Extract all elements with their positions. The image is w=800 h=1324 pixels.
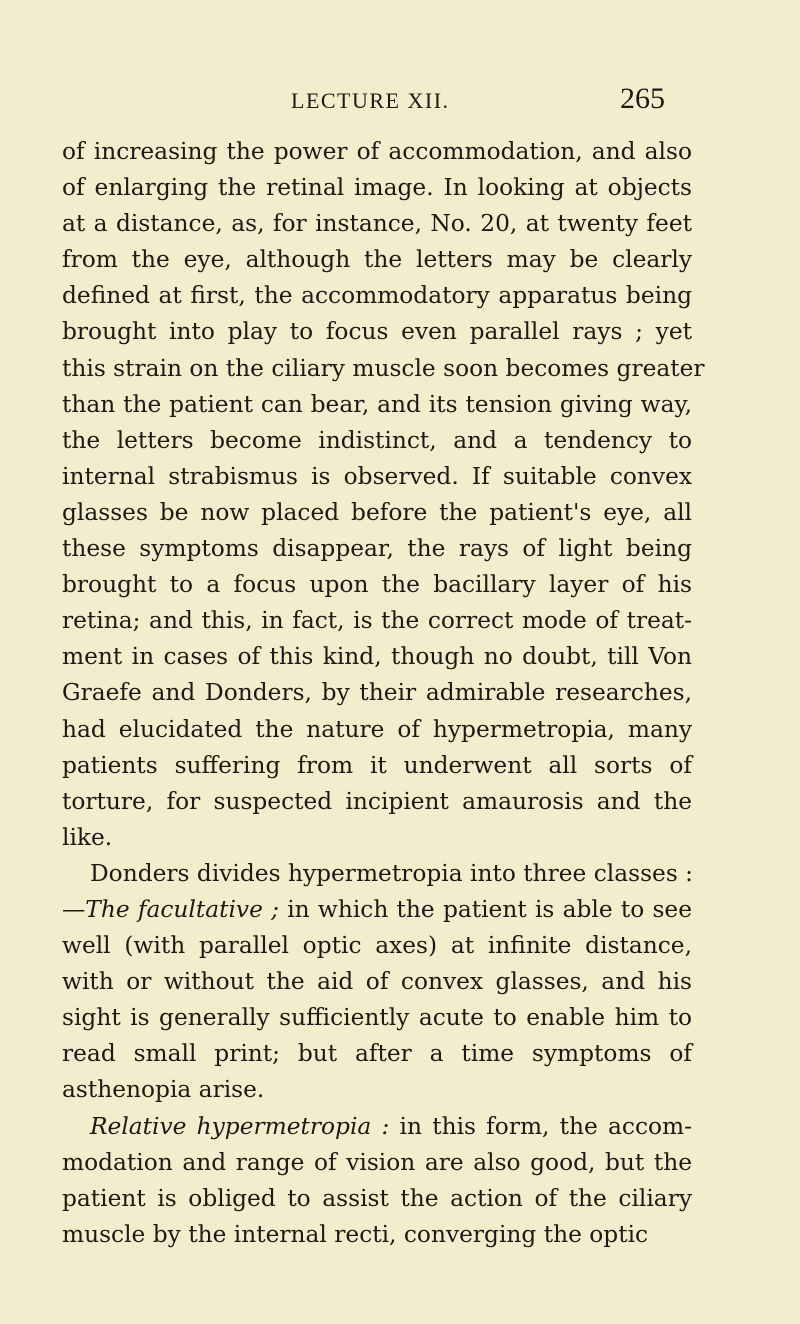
text-line: muscle by the internal recti, converging the optic <box>62 1220 649 1248</box>
text-line: torture, for suspected incipient amaurosis and the <box>62 787 692 815</box>
text-line: modation and range of vision are also good, but the <box>62 1148 692 1176</box>
text-line <box>62 1109 692 1145</box>
text-line: this strain on the ciliary muscle soon becomes greater <box>62 354 705 382</box>
text-run: in which the patient is able to see <box>278 895 692 923</box>
text-line: sight is generally sufficiently acute to enable him to <box>62 1004 692 1032</box>
class-name-relative: Relative hypermetropia : <box>90 1112 390 1140</box>
text-line: ment in cases of this kind, though no doubt, till Von <box>62 643 692 671</box>
em-dash: — <box>62 895 86 923</box>
text-line: defined at first, the accommodatory apparatus being <box>62 282 692 310</box>
text-line: of enlarging the retinal image. In looking at objects <box>62 174 692 202</box>
text-line: Donders divides hypermetropia into three classes : <box>90 859 694 887</box>
text-line: at a distance, as, for instance, No. 20, at twenty feet <box>62 210 692 238</box>
text-line: Graefe and Donders, by their admirable researches, <box>62 679 692 707</box>
text-line: retina; and this, in fact, is the correct mode of treat- <box>62 607 692 635</box>
text-line: brought to a focus upon the bacillary layer of his <box>62 571 692 599</box>
text-line: like. <box>62 823 113 851</box>
text-line: from the eye, although the letters may be clearly <box>62 246 692 274</box>
text-line: than the patient can bear, and its tension giving way, <box>62 390 692 418</box>
text-line: the letters become indistinct, and a tendency to <box>62 426 692 454</box>
text-run: in this form, the accom- <box>389 1112 692 1140</box>
text-line: glasses be now placed before the patient's eye, all <box>62 498 692 526</box>
text-line: patient is obliged to assist the action of the ciliary <box>62 1184 692 1212</box>
running-title: LECTURE XII. <box>291 88 450 113</box>
text-line: of increasing the power of accommodation, and also <box>62 138 692 165</box>
page-number: 265 <box>620 82 665 115</box>
running-head <box>0 82 800 118</box>
text-line: internal strabismus is observed. If suitable convex <box>62 462 692 490</box>
body-text <box>62 134 705 1253</box>
text-line: these symptoms disappear, the rays of light being <box>62 535 692 563</box>
text-line: patients suffering from it underwent all sorts of <box>62 751 692 779</box>
text-line: asthenopia arise. <box>62 1076 265 1104</box>
text-line: read small print; but after a time symptoms of <box>62 1040 692 1068</box>
text-line: had elucidated the nature of hypermetropia, many <box>62 715 692 743</box>
class-name-facultative: The facultative ; <box>85 895 279 923</box>
text-line: with or without the aid of convex glasses, and his <box>62 968 692 996</box>
text-line: brought into play to focus even parallel rays ; yet <box>62 318 692 346</box>
text-line <box>62 892 692 928</box>
text-line: well (with parallel optic axes) at infinite distance, <box>62 932 692 960</box>
